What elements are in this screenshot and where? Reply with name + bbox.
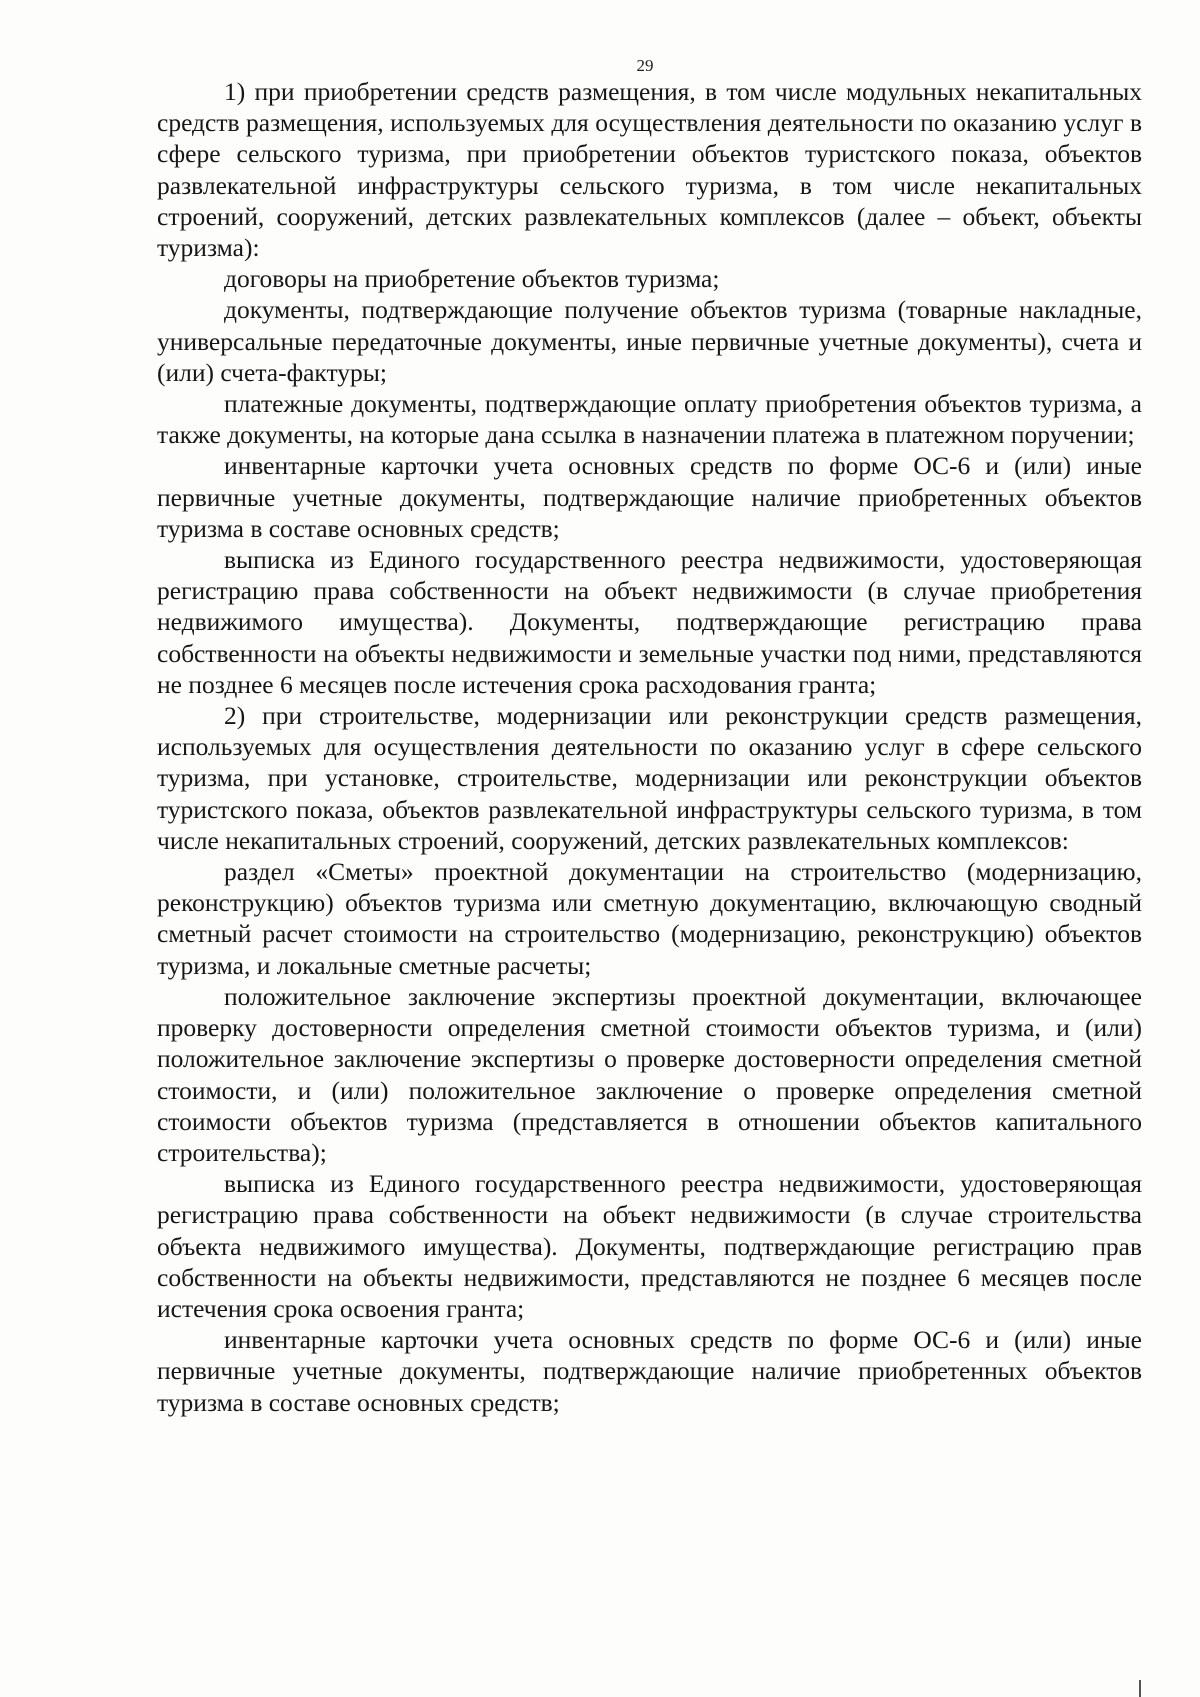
document-body (157, 76, 1142, 1418)
paragraph-estimates-section: раздел «Сметы» проектной документации на строительство (модернизацию, реконструкцию) объектов туризма или сметную документацию, включающую сводный сметный расчет стоимости на строительство (модернизацию, реконструкцию) объектов туризма, и локальные сметные расчеты; (157, 857, 1142, 980)
paragraph-payment-documents: платежные документы, подтверждающие оплату приобретения объектов туризма, а также документы, на которые дана ссылка в назначении платежа в платежном поручении; (157, 389, 1142, 450)
paragraph-1-acquisition: 1) при приобретении средств размещения, в том числе модульных некапитальных средств размещения, используемых для осуществления деятельности по оказанию услуг в сфере сельского туризма, при приобретении объектов туристского показа, объектов развлекательной инфраструктуры сельского туризма, в том числе некапитальных строений, сооружений, детских развлекательных комплексов (далее – объект, объекты туризма): (157, 77, 1142, 263)
scan-edge-mark (1139, 1680, 1141, 1697)
paragraph-registry-extract-construction: выписка из Единого государственного реестра недвижимости, удостоверяющая регистрацию права собственности на объект недвижимости (в случае строительства объекта недвижимого имущества). Документы, подтверждающие регистрацию прав собственности на объекты недвижимости, представляются не позднее 6 месяцев после истечения срока освоения гранта; (157, 1169, 1142, 1323)
paragraph-inventory-cards-construction: инвентарные карточки учета основных средств по форме ОС-6 и (или) иные первичные учетные документы, подтверждающие наличие приобретенных объектов туризма в составе основных средств; (157, 1325, 1142, 1417)
paragraph-2-construction: 2) при строительстве, модернизации или реконструкции средств размещения, используемых для осуществления деятельности по оказанию услуг в сфере сельского туризма, при установке, строительстве, модернизации или реконструкции объектов туристского показа, объектов развлекательной инфраструктуры сельского туризма, в том числе некапитальных строений, сооружений, детских развлекательных комплексов: (157, 701, 1142, 855)
paragraph-receipt-documents: документы, подтверждающие получение объектов туризма (товарные накладные, универсальные передаточные документы, иные первичные учетные документы), счета и (или) счета-фактуры; (157, 295, 1142, 387)
paragraph-registry-extract: выписка из Единого государственного реестра недвижимости, удостоверяющая регистрацию права собственности на объект недвижимости (в случае приобретения недвижимого имущества). Документы, подтверждающие регистрацию права собственности на объекты недвижимости и земельные участки под ними, представляются не позднее 6 месяцев после истечения срока расходования гранта; (157, 545, 1142, 699)
page-number: 29 (636, 56, 654, 75)
paragraph-expert-conclusion: положительное заключение экспертизы проектной документации, включающее проверку достоверности определения сметной стоимости объектов туризма, и (или) положительное заключение экспертизы о проверке достоверности определения сметной стоимости, и (или) положительное заключение о проверке определения сметной стоимости объектов туризма (представляется в отношении объектов капитального строительства); (157, 981, 1142, 1167)
paragraph-purchase-contracts: договоры на приобретение объектов туризма; (224, 264, 720, 294)
paragraph-inventory-cards: инвентарные карточки учета основных средств по форме ОС-6 и (или) иные первичные учетные документы, подтверждающие наличие приобретенных объектов туризма в составе основных средств; (157, 451, 1142, 543)
